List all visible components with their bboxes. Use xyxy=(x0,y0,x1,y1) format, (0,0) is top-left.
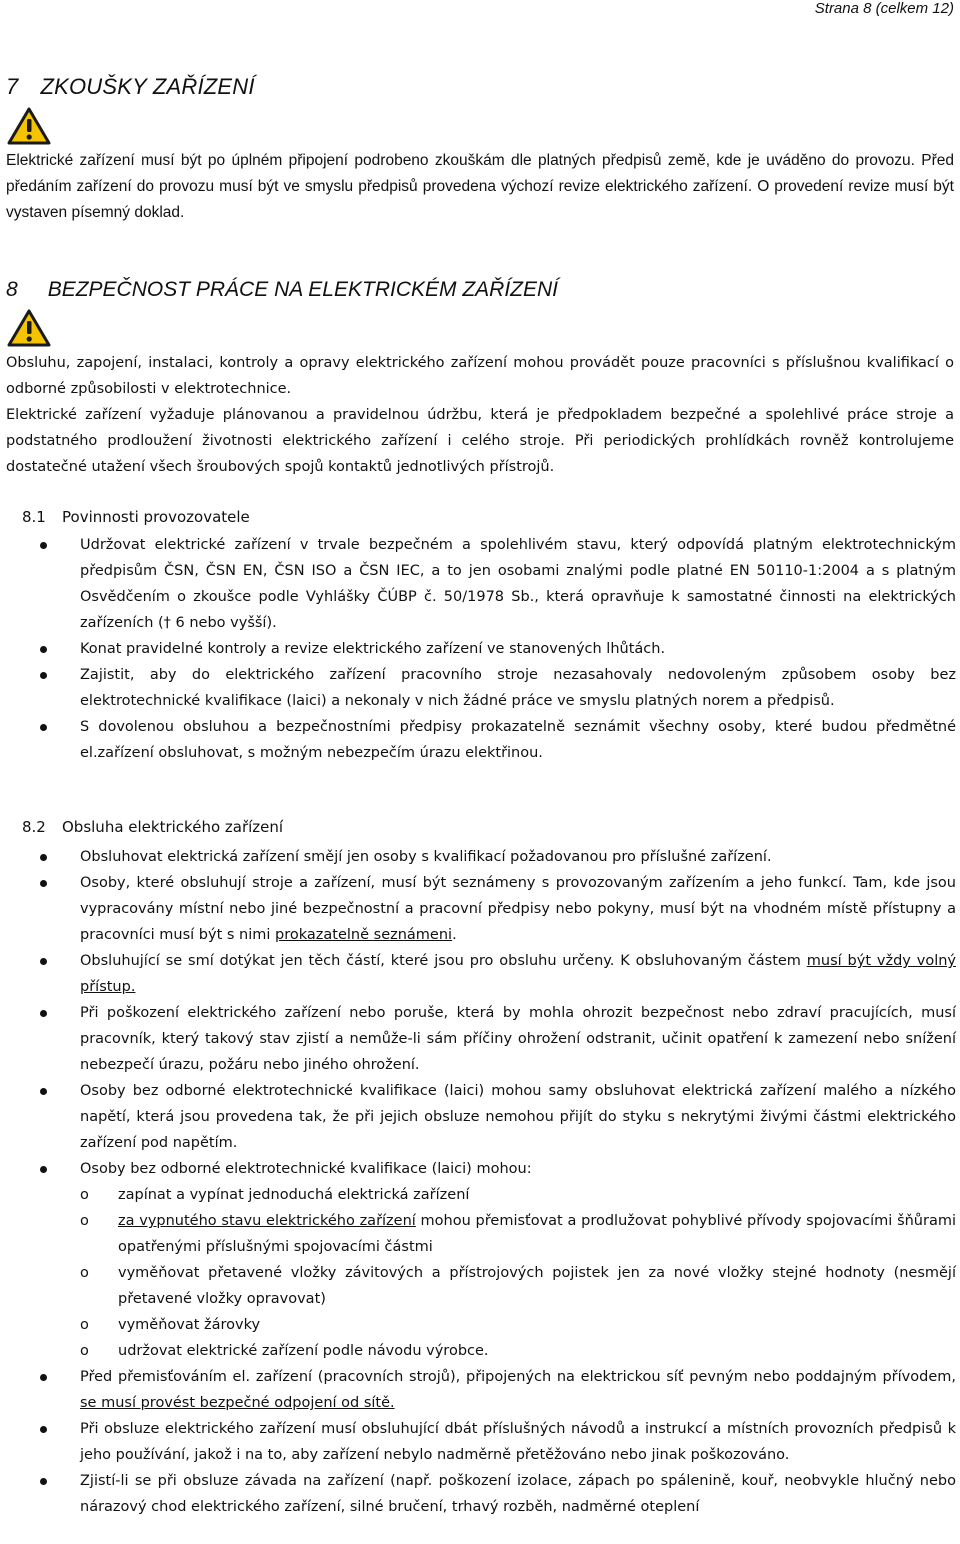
bullet-icon xyxy=(40,1166,47,1173)
section-8-number: 8 xyxy=(6,278,18,301)
bullet-icon xyxy=(40,646,47,653)
list-item: Při poškození elektrického zařízení nebo poruše, která by mohla ohrozit bezpečnost nebo zdraví pracujících, musí pracovník, který takový stav zjistí a nemůže-li sám příčiny ohrožení odstranit, učinit opatření k zamezení nebo snížení nebezpečí úrazu, požáru nebo jiného ohrožení. xyxy=(0,1000,960,1078)
sub-list xyxy=(80,1182,956,1364)
section-8-1-heading xyxy=(22,508,250,526)
section-8-2-list xyxy=(0,844,960,1520)
sub-list-item: o vyměňovat žárovky xyxy=(80,1317,261,1333)
section-8-1-list xyxy=(0,532,960,766)
section-8-paragraph-2: Elektrické zařízení vyžaduje plánovanou a pravidelnou údržbu, která je předpokladem bezpečné a spolehlivé práce stroje a podstatného prodloužení životnosti elektrického zařízení i celého stroje. Při periodických prohlídkách rovněž kontrolujeme dostatečné utažení všech šroubových spojů kontaktů jednotlivých přístrojů. xyxy=(6,407,954,475)
warning-triangle-icon xyxy=(6,106,52,146)
sub-list-item: o udržovat elektrické zařízení podle návodu výrobce. xyxy=(80,1343,489,1359)
bullet-icon xyxy=(40,854,47,861)
section-8-2-heading xyxy=(22,818,283,836)
warning-triangle-icon xyxy=(6,308,52,348)
list-item: Zjistí-li se při obsluze závada na zařízení (např. poškození izolace, zápach po spálenině, kouř, neobvykle hlučný nebo nárazový chod elektrického zařízení, silné bručení, trhavý rozběh, nadměrné oteplení xyxy=(0,1468,960,1520)
section-7-title: ZKOUŠKY ZAŘÍZENÍ xyxy=(40,74,255,99)
list-item: Osoby bez odborné elektrotechnické kvalifikace (laici) mohou samy obsluhovat elektrická zařízení malého a nízkého napětí, která jsou provedena tak, že při jejich obsluze nemohou přijít do styku s nekrytými živými částmi elektrického zařízení pod napětím. xyxy=(0,1078,960,1156)
section-8-title: BEZPEČNOST PRÁCE NA ELEKTRICKÉM ZAŘÍZENÍ xyxy=(47,278,558,301)
sub-list-item: o vyměňovat přetavené vložky závitových a přístrojových pojistek jen za nové vložky stejné hodnoty (nesmějí přetavené vložky opravovat) xyxy=(80,1265,956,1307)
bullet-icon xyxy=(40,1426,47,1433)
bullet-icon xyxy=(40,880,47,887)
list-item: Udržovat elektrické zařízení v trvale bezpečném a spolehlivém stavu, který odpovídá platným elektrotechnickým předpisům ČSN, ČSN EN, ČSN ISO a ČSN IEC, a to jen osobami znalými podle platné EN 50110-1:2004 a s platným Osvědčením o zkoušce podle Vyhlášky ČÚBP č. 50/1978 Sb., která opravňuje k samostatné činnosti na elektrických zařízeních († 6 nebo vyšší). xyxy=(0,532,960,636)
section-7-heading xyxy=(6,74,255,100)
bullet-icon xyxy=(40,958,47,965)
list-item: Osoby bez odborné elektrotechnické kvalifikace (laici) mohou: o zapínat a vypínat jednoduchá elektrická zařízení o za vypnutého stavu elektrického zařízení mohou přemisťovat a prodlužovat pohyblivé přívody spojovacími šňůrami opatřenými příslušnými spojovacími částmi o vyměňovat přetavené vložky závitových a přístrojových pojistek jen za nové vložky stejné hodnoty (nesmějí přetavené vložky opravovat) o vyměňovat žárovky o udržovat elektrické zařízení podle návodu výrobce. xyxy=(0,1156,960,1364)
list-item: S dovolenou obsluhou a bezpečnostními předpisy prokazatelně seznámit všechny osoby, které budou předmětné el.zařízení obsluhovat, s možným nebezpečím úrazu elektřinou. xyxy=(0,714,960,766)
list-item: Konat pravidelné kontroly a revize elektrického zařízení ve stanovených lhůtách. xyxy=(0,636,960,662)
list-item: Před přemisťováním el. zařízení (pracovních strojů), připojených na elektrickou síť pevným nebo poddajným přívodem, se musí provést bezpečné odpojení od sítě. xyxy=(0,1364,960,1416)
bullet-icon xyxy=(40,1374,47,1381)
section-8-2-title: Obsluha elektrického zařízení xyxy=(62,818,284,836)
list-item: Obsluhovat elektrická zařízení smějí jen osoby s kvalifikací požadovanou pro příslušné zařízení. xyxy=(0,844,960,870)
sub-list-item: o zapínat a vypínat jednoduchá elektrická zařízení xyxy=(80,1187,470,1203)
list-item: Obsluhující se smí dotýkat jen těch částí, které jsou pro obsluhu určeny. K obsluhovaným částem musí být vždy volný přístup. xyxy=(0,948,960,1000)
section-8-paragraph-1: Obsluhu, zapojení, instalaci, kontroly a opravy elektrického zařízení mohou provádět pouze pracovníci s příslušnou kvalifikací o odborné způsobilosti v elektrotechnice. xyxy=(6,355,954,397)
list-item: Při obsluze elektrického zařízení musí obsluhující dbát příslušných návodů a instrukcí a místních provozních předpisů k jeho používání, jakož i na to, aby zařízení nebylo nadměrně přetěžováno nebo jinak poškozováno. xyxy=(0,1416,960,1468)
bullet-icon xyxy=(40,672,47,679)
section-8-2-number: 8.2 xyxy=(22,818,46,836)
section-8-1-title: Povinnosti provozovatele xyxy=(62,508,250,526)
sub-list-item: o za vypnutého stavu elektrického zařízení mohou přemisťovat a prodlužovat pohyblivé přívody spojovacími šňůrami opatřenými příslušnými spojovacími částmi xyxy=(80,1213,956,1255)
list-item: Zajistit, aby do elektrického zařízení pracovního stroje nezasahovaly nedovoleným způsobem osoby bez elektrotechnické kvalifikace (laici) a nekonaly v nich žádné práce ve smyslu platných norem a předpisů. xyxy=(0,662,960,714)
section-7-paragraph: Elektrické zařízení musí být po úplném připojení podrobeno zkouškám dle platných předpisů země, kde je uváděno do provozu. Před předáním zařízení do provozu musí být ve smyslu předpisů provedena výchozí revize elektrického zařízení. O provedení revize musí být vystaven písemný doklad. xyxy=(6,152,954,221)
bullet-icon xyxy=(40,1010,47,1017)
list-item: Osoby, které obsluhují stroje a zařízení, musí být seznámeny s provozovaným zařízením a jeho funkcí. Tam, kde jsou vypracovány místní nebo jiné bezpečnostní a pracovní předpisy nebo pokyny, musí být na vhodném místě přístupny a pracovníci musí být s nimi prokazatelně seznámeni. xyxy=(0,870,960,948)
bullet-icon xyxy=(40,1478,47,1485)
section-7-number: 7 xyxy=(6,74,19,99)
bullet-icon xyxy=(40,542,47,549)
bullet-icon xyxy=(40,1088,47,1095)
section-8-heading xyxy=(6,278,558,302)
section-8-1-number: 8.1 xyxy=(22,508,46,526)
bullet-icon xyxy=(40,724,47,731)
page-number: Strana 8 (celkem 12) xyxy=(814,0,954,17)
